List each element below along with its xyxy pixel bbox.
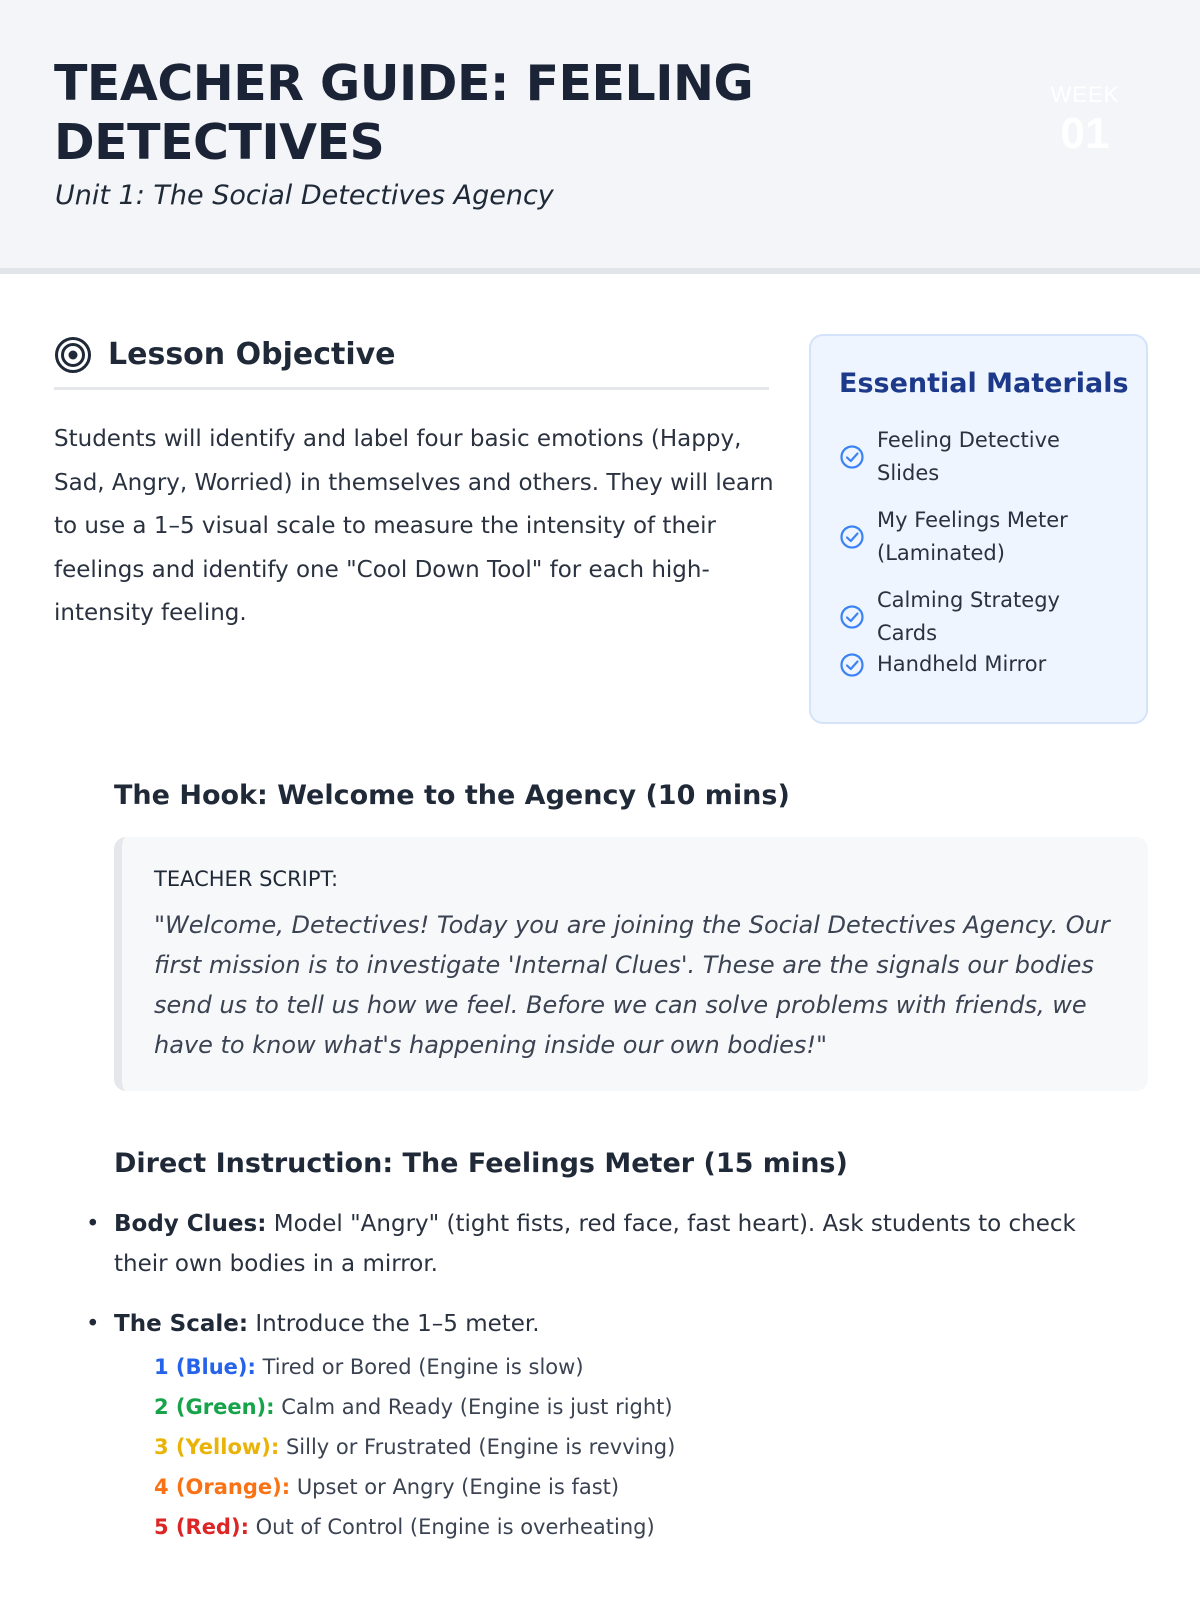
objective-heading: Lesson Objective [108,337,396,372]
check-circle-icon [839,444,865,470]
check-circle-icon [839,604,865,630]
scale-label: 5 (Red): [154,1515,249,1539]
list-item [114,1204,1114,1284]
check-circle-icon [839,652,865,678]
bullet-label: Body Clues: [114,1211,267,1237]
materials-card [809,334,1148,724]
page-title: TEACHER GUIDE: FEELING DETECTIVES [54,55,754,171]
teacher-script-box [114,837,1148,1091]
week-badge [1040,82,1130,160]
script-text: "Welcome, Detectives! Today you are joining the Social Detectives Agency. Our first mission is to investigate 'Internal Clues'. These are the signals our bodies send us to tell us how we feel. Before we can solve problems with friends, we have to know what's happening inside our own bodies!" [154,911,1110,1059]
scale-item-1 [154,1347,954,1387]
scale-label: 1 (Blue): [154,1355,256,1379]
materials-item [839,584,1139,650]
materials-heading: Essential Materials [839,368,1129,399]
script-label: TEACHER SCRIPT: [154,867,339,891]
hook-heading: The Hook: Welcome to the Agency (10 mins) [114,780,790,811]
week-number: 01 [1060,109,1110,158]
materials-item-label: Feeling Detective Slides [877,428,1060,485]
scale-item-4 [154,1467,954,1507]
scale-label: 3 (Yellow): [154,1435,280,1459]
page-subtitle: Unit 1: The Social Detectives Agency [55,180,554,211]
instruction-heading: Direct Instruction: The Feelings Meter (15 mins) [114,1148,848,1179]
scale-label: 4 (Orange): [154,1475,291,1499]
scale-item-2 [154,1387,954,1427]
scale-item-3 [154,1427,954,1467]
materials-item [839,648,1139,681]
scale-item-5 [154,1507,954,1547]
materials-item-label: Handheld Mirror [877,652,1047,676]
scale-text: Silly or Frustrated (Engine is revving) [285,1435,676,1459]
materials-item-label: Calming Strategy Cards [877,588,1060,645]
bullet-label: The Scale: [114,1311,249,1337]
objective-heading-row [54,336,769,390]
objective-text: Students will identify and label four basic emotions (Happy, Sad, Angry, Worried) in themselves and others. They will learn to use a 1–5 visual scale to measure the intensity of their feelings and identify one "Cool Down Tool" for each high-intensity feeling. [54,426,774,626]
materials-item-label: My Feelings Meter (Laminated) [877,508,1068,565]
scale-text: Calm and Ready (Engine is just right) [281,1395,673,1419]
scale-text: Upset or Angry (Engine is fast) [296,1475,620,1499]
bullet-text: Model "Angry" (tight fists, red face, fast heart). Ask students to check their own bodies in a mirror. [114,1211,1076,1277]
target-icon [54,336,92,374]
bullet-text: Introduce the 1–5 meter. [255,1311,540,1337]
list-item [114,1304,1114,1344]
scale-label: 2 (Green): [154,1395,275,1419]
check-circle-icon [839,524,865,550]
page-header [0,0,1200,274]
materials-item [839,504,1139,570]
scale-text: Tired or Bored (Engine is slow) [262,1355,584,1379]
week-label: WEEK [1050,82,1120,107]
scale-text: Out of Control (Engine is overheating) [255,1515,655,1539]
materials-item [839,424,1139,490]
